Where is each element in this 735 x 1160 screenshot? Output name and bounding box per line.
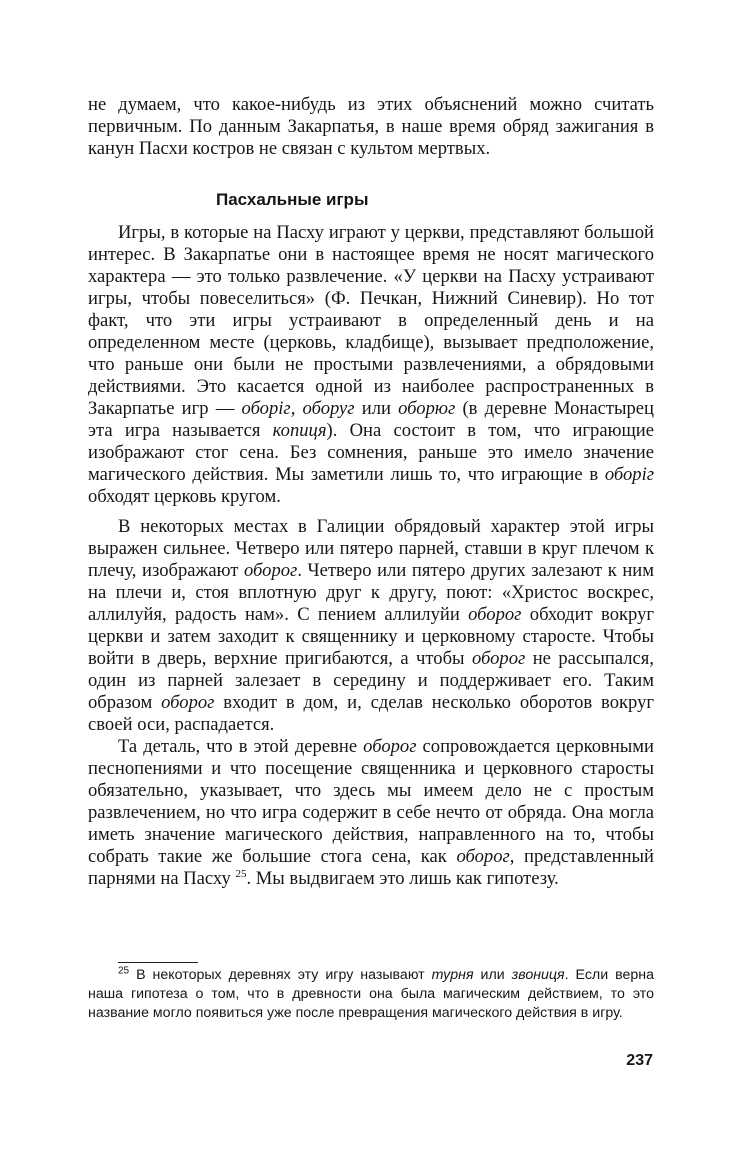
paragraph-3 — [88, 736, 654, 890]
text-run: или — [354, 398, 399, 419]
italic-term: оборюг — [398, 398, 456, 419]
text-run: сопровождается церковными песнопениями и что посещение священника и церковного старосты обязательно, указывает, что здесь мы имеем дело не с простым развлечением, но что игра содержит в себе нечто от обряда. Она могла иметь значение магического действия, направленного на то, чтобы собрать такие же большие стога сена, как — [88, 736, 654, 867]
italic-term: оборуг — [302, 398, 355, 419]
text-run: входит в дом, и, сделав несколько оборотов вокруг своей оси, распадается. — [88, 692, 654, 735]
text-run: обходят церковь кругом. — [88, 486, 281, 507]
italic-term: оборог — [471, 648, 526, 669]
italic-term: оборог — [363, 736, 417, 757]
text-run: или — [473, 967, 512, 983]
italic-term: оборог — [456, 846, 510, 867]
paragraph-2 — [88, 516, 654, 736]
italic-term: оборог — [244, 560, 298, 581]
top-paragraph: не думаем, что какое-нибудь из этих объяснений можно считать первичным. По данным Закарпатья, в наше время обряд зажигания в канун Пасхи костров не связан с культом мертвых. — [88, 94, 654, 159]
italic-term: турня — [431, 967, 474, 983]
footnote-number: 25 — [118, 965, 130, 977]
section-heading: Пасхальные игры — [216, 190, 369, 209]
text-run: В некоторых деревнях эту игру называют — [129, 967, 432, 983]
text-run: (в деревне Монастырец эта игра называется — [88, 398, 654, 441]
text-run: обходит вокруг церкви и затем заходит к священнику и церковному старосте. Чтобы войти в дверь, верхние пригибаются, а чтобы — [88, 604, 654, 669]
text-run: . Мы выдвигаем это лишь как гипотезу. — [246, 868, 559, 889]
paragraph-1 — [88, 222, 654, 508]
footnote — [88, 966, 654, 1023]
text-run: Игры, в которые на Пасху играют у церкви, представляют большой интерес. В Закарпатье они в настоящее время не носят магического характера — это только развлечение. «У церкви на Пасху устраивают игры, чтобы повеселиться» (Ф. Печкан, Нижний Синевир). Но тот факт, что эти игры устраивают в определенный день и на определенном месте (церковь, кладбище), вызывает предположение, что раньше они были не простыми развлечениями, а обрядовыми действиями. Это касается одной из наиболее распространенных в Закарпатье игр — — [88, 222, 654, 419]
page-number: 237 — [626, 1052, 653, 1069]
text-run: В некоторых местах в Галиции обрядовый характер этой игры выражен сильнее. Четверо или пятеро парней, ставши в круг плечом к плечу, изображают — [88, 516, 654, 581]
italic-term: оборог — [468, 604, 522, 625]
text-run: , представленный парнями на Пасху — [88, 846, 654, 889]
footnote-text — [88, 966, 654, 1023]
text-run: . Четверо или пятеро других залезают к ним на плечи и, стоя вплотную друг к другу, поют: «Христос воскрес, аллилуйя, радость нам». С пением аллилуйи — [88, 560, 654, 625]
italic-term: звониця — [511, 967, 565, 983]
top-paragraph-block — [88, 94, 654, 160]
italic-term: оборiг — [604, 464, 654, 485]
text-run: . Если верна наша гипотеза о том, что в древности она была магическим действием, то это название могло появиться уже после превращения магического действия в игру. — [88, 967, 655, 1021]
italic-term: копиця — [272, 420, 327, 441]
text-run: Та деталь, что в этой деревне — [118, 736, 364, 757]
text-run: , — [290, 398, 303, 419]
italic-term: оборог — [161, 692, 215, 713]
footnote-divider — [118, 962, 198, 963]
italic-term: оборiг — [241, 398, 291, 419]
footnote-reference: 25 — [235, 867, 247, 880]
text-run: ). Она состоит в том, что играющие изображают стог сена. Без сомнения, раньше это имело значение магического действия. Мы заметили лишь то, что играющие в — [88, 420, 654, 485]
main-text — [88, 222, 654, 890]
text-run: не рассыпался, один из парней залезает в середину и поддерживает его. Таким образом — [88, 648, 655, 713]
